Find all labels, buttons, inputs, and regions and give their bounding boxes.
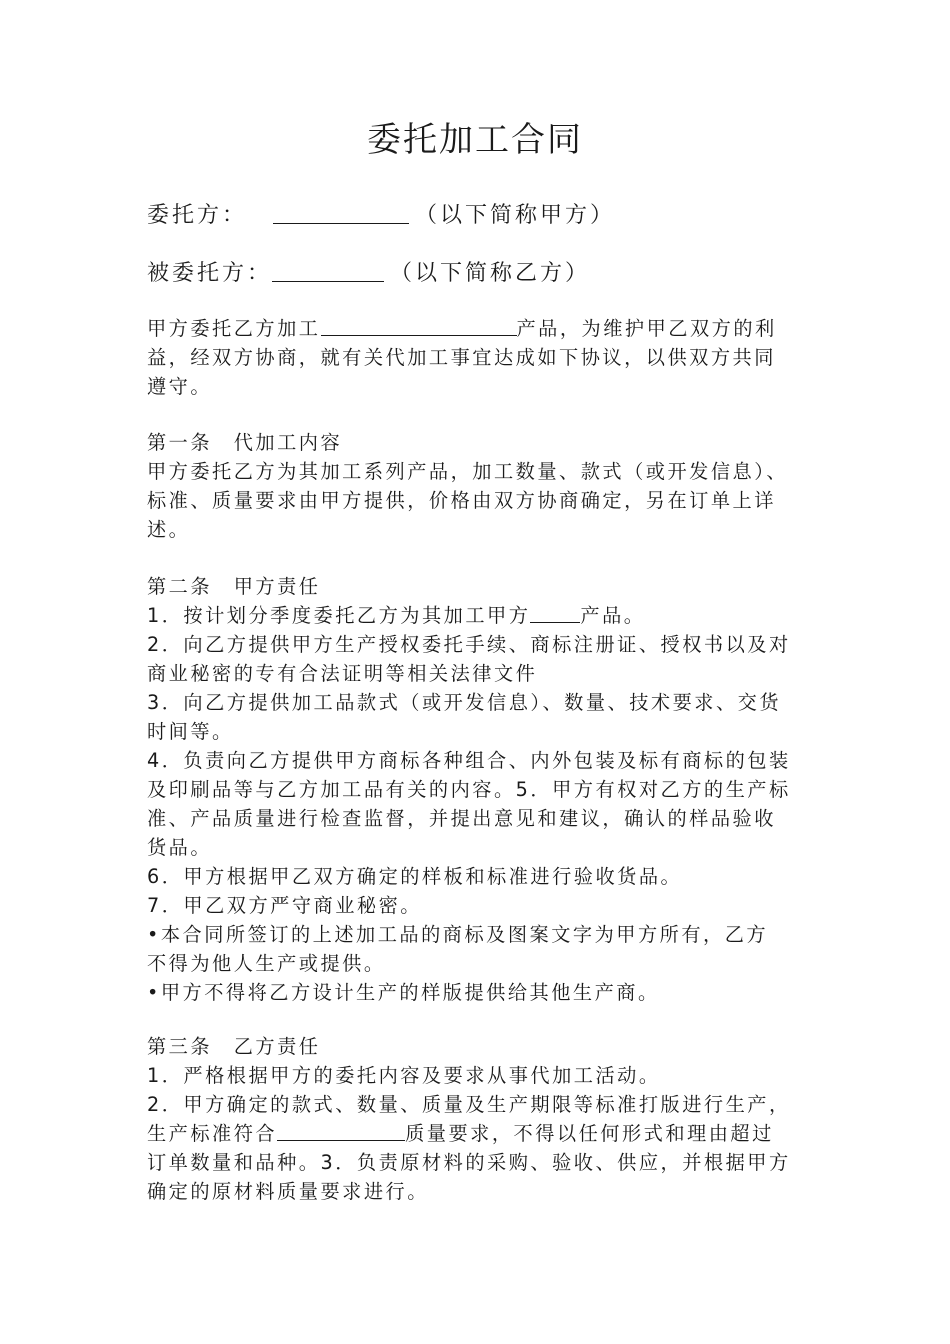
party-b-line	[147, 256, 590, 287]
text-line: 准、产品质量进行检查监督，并提出意见和建议，确认的样品验收	[147, 807, 776, 830]
standard-blank	[277, 1123, 405, 1141]
text-line	[147, 1119, 807, 1148]
text-span: 质量要求，不得以任何形式和理由超过	[405, 1122, 774, 1145]
text-line: 7．甲乙双方严守商业秘密。	[147, 894, 422, 917]
text-span: 产品，为维护甲乙双方的利	[516, 317, 777, 340]
text-span: 产品。	[580, 604, 646, 627]
party-a-label: 委托方：	[147, 203, 248, 228]
text-line: 2．甲方确定的款式、数量、质量及生产期限等标准打版进行生产，	[147, 1093, 791, 1116]
text-line: 不得为他人生产或提供。	[147, 952, 386, 975]
document-title: 委托加工合同	[367, 120, 583, 160]
product-blank	[321, 318, 517, 336]
text-line	[147, 314, 807, 343]
party-b-suffix: （以下简称乙方）	[390, 261, 591, 286]
text-span: 1．按计划分季度委托乙方为其加工甲方	[147, 604, 531, 627]
text-line: 益，经双方协商，就有关代加工事宜达成如下协议，以供双方共同	[147, 346, 776, 369]
article-1-heading: 第一条 代加工内容	[147, 431, 343, 454]
text-line: 甲方委托乙方为其加工系列产品，加工数量、款式（或开发信息）、	[147, 460, 789, 483]
text-line: 6．甲方根据甲乙双方确定的样板和标准进行验收货品。	[147, 865, 683, 888]
article-2	[147, 572, 807, 1007]
article-3	[147, 1032, 807, 1206]
party-b-label: 被委托方：	[147, 261, 273, 286]
party-a-suffix: （以下简称甲方）	[415, 203, 616, 228]
text-line: 确定的原材料质量要求进行。	[147, 1180, 429, 1203]
text-line: 标准、质量要求由甲方提供，价格由双方协商确定，另在订单上详	[147, 489, 776, 512]
intro-paragraph	[147, 314, 807, 401]
text-line: 货品。	[147, 836, 213, 859]
text-span: 甲方委托乙方加工	[147, 317, 321, 340]
text-line: 订单数量和品种。3．负责原材料的采购、验收、供应，并根据甲方	[147, 1151, 791, 1174]
text-line: 述。	[147, 518, 191, 541]
text-line: 4．负责向乙方提供甲方商标各种组合、内外包装及标有商标的包装	[147, 749, 791, 772]
text-line: 遵守。	[147, 375, 213, 398]
article-3-heading: 第三条 乙方责任	[147, 1035, 321, 1058]
article-1	[147, 428, 807, 544]
text-span: 生产标准符合	[147, 1122, 278, 1145]
list-item	[147, 601, 807, 630]
party-b-blank	[272, 261, 384, 282]
text-line: 3．向乙方提供加工品款式（或开发信息）、数量、技术要求、交货	[147, 691, 782, 714]
text-line: 2．向乙方提供甲方生产授权委托手续、商标注册证、授权书以及对	[147, 633, 791, 656]
article-2-heading: 第二条 甲方责任	[147, 575, 321, 598]
text-line: 商业秘密的专有合法证明等相关法律文件	[147, 662, 538, 685]
party-a-blank	[273, 203, 409, 224]
text-line: 时间等。	[147, 720, 234, 743]
party-a-line	[147, 198, 615, 229]
text-line: 1．严格根据甲方的委托内容及要求从事代加工活动。	[147, 1064, 661, 1087]
product-blank	[530, 605, 580, 623]
text-line: 及印刷品等与乙方加工品有关的内容。5．甲方有权对乙方的生产标	[147, 778, 791, 801]
bullet-item: •甲方不得将乙方设计生产的样版提供给其他生产商。	[147, 981, 660, 1004]
bullet-item: •本合同所签订的上述加工品的商标及图案文字为甲方所有，乙方	[147, 923, 769, 946]
